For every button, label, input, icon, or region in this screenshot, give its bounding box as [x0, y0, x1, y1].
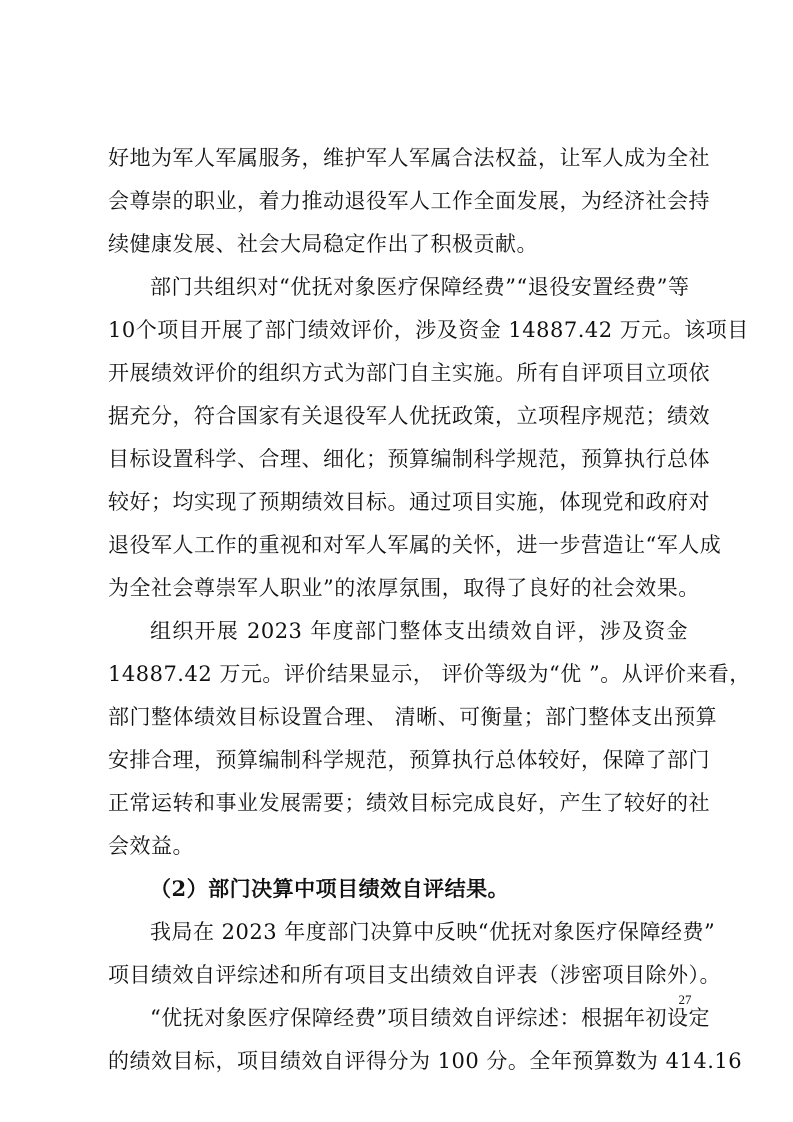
paragraph-line: 目标设置科学、合理、细化；预算编制科学规范，预算执行总体: [108, 447, 710, 471]
paragraph-line: “优抚对象医疗保障经费”项目绩效自评综述：根据年初设定: [150, 1006, 710, 1030]
paragraph-line: 开展绩效评价的组织方式为部门自主实施。所有自评项目立项依: [108, 361, 710, 385]
paragraph-line: 我局在 2023 年度部门决算中反映“优抚对象医疗保障经费”: [150, 920, 716, 944]
paragraph-line: 部门共组织对“优抚对象医疗保障经费”“退役安置经费”等: [150, 275, 690, 299]
paragraph-line: 14887.42 万元。评价结果显示， 评价等级为“优 ”。从评价来看，: [108, 662, 751, 686]
paragraph-line: 较好；均实现了预期绩效目标。通过项目实施，体现党和政府对: [108, 490, 710, 514]
paragraph-line: 据充分，符合国家有关退役军人优抚政策，立项程序规范；绩效: [108, 404, 710, 428]
paragraph-line: 部门整体绩效目标设置合理、 清晰、可衡量；部门整体支出预算: [108, 705, 718, 729]
page-number: 27: [678, 992, 692, 1007]
paragraph-line: 正常运转和事业发展需要；绩效目标完成良好，产生了较好的社: [108, 791, 710, 815]
paragraph-line: 为全社会尊崇军人职业”的浓厚氛围，取得了良好的社会效果。: [108, 576, 700, 600]
paragraph-line: 组织开展 2023 年度部门整体支出绩效自评，涉及资金: [150, 619, 688, 643]
paragraph-line: 会效益。: [108, 834, 194, 858]
paragraph-line: 会尊崇的职业，着力推动退役军人工作全面发展，为经济社会持: [108, 189, 710, 213]
paragraph-line: 10个项目开展了部门绩效评价，涉及资金 14887.42 万元。该项目: [108, 318, 749, 342]
paragraph-line: 退役军人工作的重视和对军人军属的关怀，进一步营造让“军人成: [108, 533, 722, 557]
paragraph-line: 项目绩效自评综述和所有项目支出绩效自评表（涉密项目除外）。: [108, 963, 721, 987]
paragraph-line: 安排合理，预算编制科学规范，预算执行总体较好，保障了部门: [108, 748, 710, 772]
paragraph-line: 续健康发展、社会大局稳定作出了积极贡献。: [108, 232, 538, 256]
paragraph-line: 的绩效目标，项目绩效自评得分为 100 分。全年预算数为 414.16: [108, 1049, 743, 1073]
section-heading: （2）部门决算中项目绩效自评结果。: [150, 876, 510, 901]
paragraph-line: 好地为军人军属服务，维护军人军属合法权益，让军人成为全社: [108, 146, 710, 170]
